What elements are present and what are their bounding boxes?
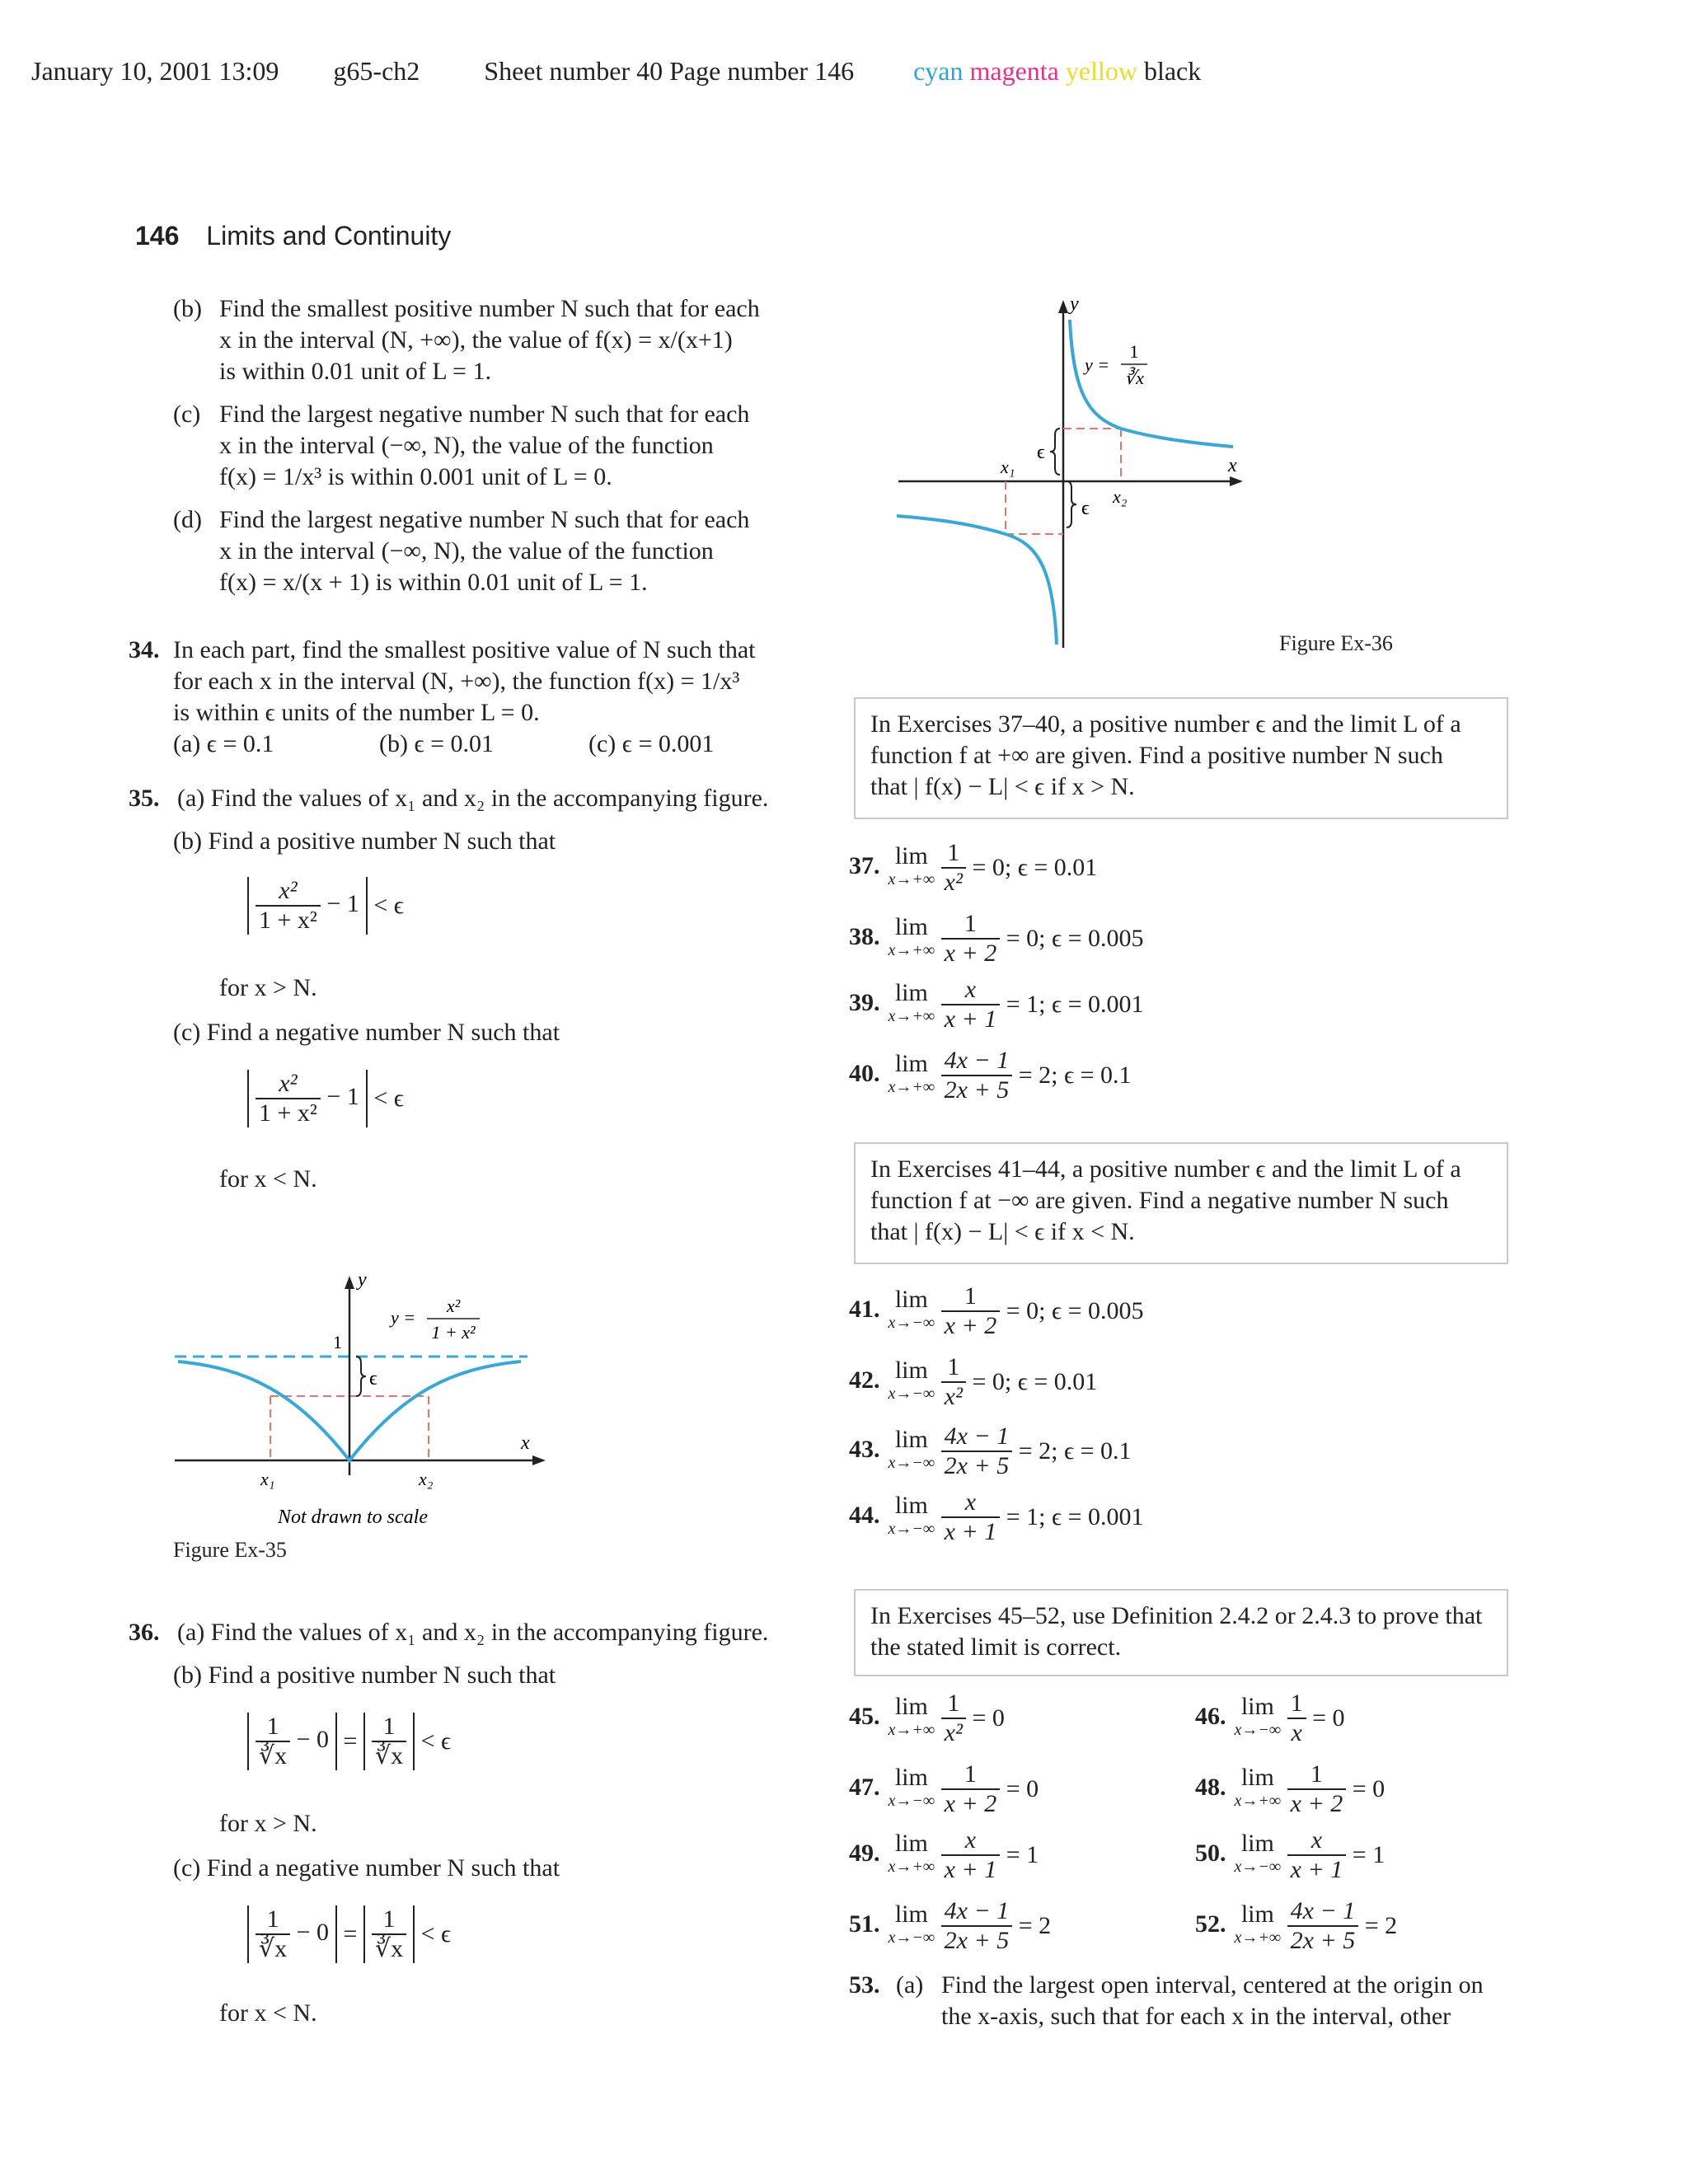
text-line: the stated limit is correct. [870, 1633, 1122, 1661]
instruction-box-45-52 [854, 1589, 1508, 1676]
part-a: (a) Find the values of x₁ and x₂ in the accompanying figure. [177, 785, 769, 812]
exercise-41: 41. lim x→−∞ $\frac{1}{x + 2}$ = 0; ϵ = 0.005 [849, 1282, 1144, 1339]
figure-note: Not drawn to scale [277, 1507, 429, 1528]
text-line: Find the largest negative number N such that for each [219, 506, 750, 533]
text-line: x in the interval (N, +∞), the value of f(x) = x/(x+1) [219, 326, 733, 354]
color-black: black [1143, 56, 1202, 86]
exercise-37: 37. lim x→+∞ $\frac{1}{\text{x²}}$ = 0; ϵ = 0.01 [849, 839, 1098, 896]
exercise-45: 45. lim x→+∞ $\frac{1}{\text{x²}}$ = 0 [849, 1690, 1005, 1746]
part-b: (b) Find a positive number N such that [173, 827, 556, 855]
text-line: function f at −∞ are given. Find a negative number N such [870, 1187, 1449, 1214]
exercise-35-b-for: for x > N. [219, 974, 317, 1001]
exercise-53 [849, 1970, 1508, 2030]
label-x2: x₂ [419, 1469, 434, 1489]
part-a: (a) ϵ = 0.1 [173, 730, 274, 757]
text-line: that | f(x) − L| < ϵ if x > N. [870, 773, 1135, 800]
fraction: $\frac{\text{x²}}{\text{1 + x²}}$ [256, 1070, 321, 1127]
abs-value: $\frac{\text{x²}}{\text{1 + x²}}$ − 1 [247, 877, 368, 935]
color-yellow: yellow [1065, 56, 1137, 86]
label-eq: y = [1085, 354, 1110, 375]
x-axis-arrow [532, 1455, 546, 1465]
text-line: is within ϵ units of the number L = 0. [173, 699, 540, 726]
label-eps-1: ϵ [1037, 442, 1045, 463]
curve-left [897, 516, 1057, 644]
exercise-35-ineq-1: $\frac{\text{x²}}{\text{1 + x²}}$ − 1 < ϵ [247, 877, 404, 935]
exercise-47: 47. lim x→−∞ $\frac{1}{x + 2}$ = 0 [849, 1760, 1039, 1817]
exercise-39: 39. lim x→+∞ $\frac{x}{x + 1}$ = 1; ϵ = 0.001 [849, 976, 1144, 1033]
exercise-40: 40. lim x→+∞ $\frac{4x - 1}{2x + 5}$ = 2; ϵ = 0.1 [849, 1047, 1132, 1104]
instruction-box-41-44 [854, 1142, 1508, 1264]
figure-ex-35 [165, 1261, 560, 1533]
exercise-number: 34. [129, 636, 160, 663]
part-c-text [219, 399, 749, 493]
text-line: x in the interval (−∞, N), the value of the function [219, 537, 714, 565]
exercise-number: 53. [849, 1971, 880, 1999]
color-magenta: magenta [969, 56, 1059, 86]
label-x: x [521, 1432, 530, 1454]
label-eps-2: ϵ [1081, 498, 1090, 519]
text-line: f(x) = x/(x + 1) is within 0.01 unit of L = 1. [219, 569, 648, 596]
eps-brace-top [1050, 429, 1060, 475]
text-line: f(x) = 1/x³ is within 0.001 unit of L = 0. [219, 463, 612, 490]
label-x2: x₂ [1113, 486, 1128, 507]
exercise-52: 52. lim x→+∞ $\frac{4x - 1}{2x + 5}$ = 2 [1195, 1897, 1398, 1954]
instruction-box-37-40 [854, 697, 1508, 819]
text-line: is within 0.01 unit of L = 1. [219, 358, 491, 385]
exercise-42: 42. lim x→−∞ $\frac{1}{\text{x²}}$ = 0; ϵ = 0.01 [849, 1353, 1098, 1410]
exercise-36-c-for: for x < N. [219, 1999, 317, 2027]
label-x1: x₁ [1001, 457, 1015, 477]
text-line: function f at +∞ are given. Find a positive number N such [870, 742, 1443, 769]
curve-right [1070, 320, 1233, 447]
text-line: the x-axis, such that for each x in the interval, other [941, 2003, 1451, 2030]
exercise-36 [129, 1617, 796, 1691]
part-b-label: (b) [173, 295, 202, 322]
text-line: Find the smallest positive number N such that for each [219, 295, 760, 322]
print-header [31, 56, 1201, 87]
text-line: In each part, find the smallest positive value of N such that [173, 636, 756, 663]
figure-caption-35: Figure Ex-35 [173, 1538, 287, 1562]
label-y: y [1070, 293, 1079, 315]
exercise-46: 46. lim x→−∞ $\frac{1}{x}$ = 0 [1195, 1690, 1345, 1746]
text-line: for each x in the interval (N, +∞), the function f(x) = 1/x³ [173, 668, 740, 695]
print-sheet: Sheet number 40 Page number 146 [484, 56, 855, 86]
x-axis-arrow [1230, 476, 1243, 486]
part-b: (b) ϵ = 0.01 [379, 730, 495, 757]
color-cyan: cyan [913, 56, 964, 86]
exercise-35 [129, 783, 796, 857]
exercise-number: 35. [129, 785, 160, 812]
part-c-label: (c) [173, 401, 201, 428]
exercise-number: 36. [129, 1619, 160, 1646]
text-line: that | f(x) − L| < ϵ if x < N. [870, 1218, 1135, 1245]
label-fd: ∛x [1124, 368, 1144, 388]
label-eq: y = [391, 1307, 416, 1328]
exercise-44: 44. lim x→−∞ $\frac{x}{x + 1}$ = 1; ϵ = 0.001 [849, 1488, 1144, 1545]
epsilon-brace [356, 1357, 366, 1396]
y-axis-arrow [345, 1276, 354, 1289]
exercise-36-ineq-1: $\frac{1}{∛x}$ − 0 = $\frac{1}{∛x}$ < ϵ [247, 1713, 451, 1770]
exercise-36-part-c: (c) Find a negative number N such that [173, 1854, 560, 1882]
text-line: Find the largest negative number N such that for each [219, 401, 750, 428]
figure-caption-36: Figure Ex-36 [1279, 631, 1393, 655]
abs-value: $\frac{\text{x²}}{\text{1 + x²}}$ − 1 [247, 1070, 368, 1127]
exercise-36-b-for: for x > N. [219, 1810, 317, 1837]
part-a: (a) [896, 1971, 924, 1999]
chapter-title: Limits and Continuity [206, 221, 452, 251]
exercise-43: 43. lim x→−∞ $\frac{4x - 1}{2x + 5}$ = 2; ϵ = 0.1 [849, 1422, 1132, 1479]
exercise-35-c-for: for x < N. [219, 1165, 317, 1193]
exercise-34 [129, 635, 796, 757]
text-line: x in the interval (−∞, N), the value of the function [219, 432, 714, 459]
running-head [135, 221, 451, 251]
part-d-label: (d) [173, 506, 202, 533]
part-a: (a) Find the values of x₁ and x₂ in the accompanying figure. [177, 1619, 769, 1646]
label-x1: x₁ [260, 1469, 275, 1489]
print-date: January 10, 2001 13:09 [31, 56, 279, 86]
part-c: (c) ϵ = 0.001 [588, 730, 715, 757]
exercise-38: 38. lim x→+∞ $\frac{1}{x + 2}$ = 0; ϵ = 0.005 [849, 910, 1144, 967]
label-fn: x² [446, 1296, 461, 1316]
exercise-53-text [941, 1970, 1484, 2032]
label-x: x [1228, 455, 1237, 476]
label-y: y [358, 1269, 367, 1291]
label-eps: ϵ [369, 1368, 377, 1390]
page-number: 146 [135, 221, 180, 251]
part-b-text [219, 293, 760, 387]
exercise-36-ineq-2: $\frac{1}{∛x}$ − 0 = $\frac{1}{∛x}$ < ϵ [247, 1905, 451, 1963]
text-line: Find the largest open interval, centered at the origin on [941, 1971, 1484, 1999]
exercise-35-part-c: (c) Find a negative number N such that [173, 1019, 560, 1046]
exercise-50: 50. lim x→−∞ $\frac{x}{x + 1}$ = 1 [1195, 1826, 1386, 1883]
label-fn: 1 [1129, 341, 1139, 362]
figure-ex-36 [890, 293, 1253, 656]
part-d-text [219, 504, 749, 598]
exercise-51: 51. lim x→−∞ $\frac{4x - 1}{2x + 5}$ = 2 [849, 1897, 1052, 1954]
text-line: In Exercises 45–52, use Definition 2.4.2 or 2.4.3 to prove that [870, 1602, 1483, 1629]
exercise-48: 48. lim x→+∞ $\frac{1}{x + 2}$ = 0 [1195, 1760, 1386, 1817]
label-1: 1 [333, 1332, 342, 1352]
part-b: (b) Find a positive number N such that [173, 1661, 556, 1689]
text-line: In Exercises 37–40, a positive number ϵ and the limit L of a [870, 710, 1461, 738]
print-file: g65-ch2 [333, 56, 420, 86]
exercise-34-text [173, 635, 755, 760]
text-line: In Exercises 41–44, a positive number ϵ and the limit L of a [870, 1155, 1461, 1183]
exercise-35-ineq-2: $\frac{\text{x²}}{\text{1 + x²}}$ − 1 < ϵ [247, 1070, 404, 1127]
y-axis-arrow [1058, 300, 1068, 313]
fraction: $\frac{\text{x²}}{\text{1 + x²}}$ [256, 877, 321, 935]
label-fd: 1 + x² [431, 1322, 476, 1343]
eps-brace-bottom [1067, 481, 1076, 527]
exercise-49: 49. lim x→+∞ $\frac{x}{x + 1}$ = 1 [849, 1826, 1039, 1883]
